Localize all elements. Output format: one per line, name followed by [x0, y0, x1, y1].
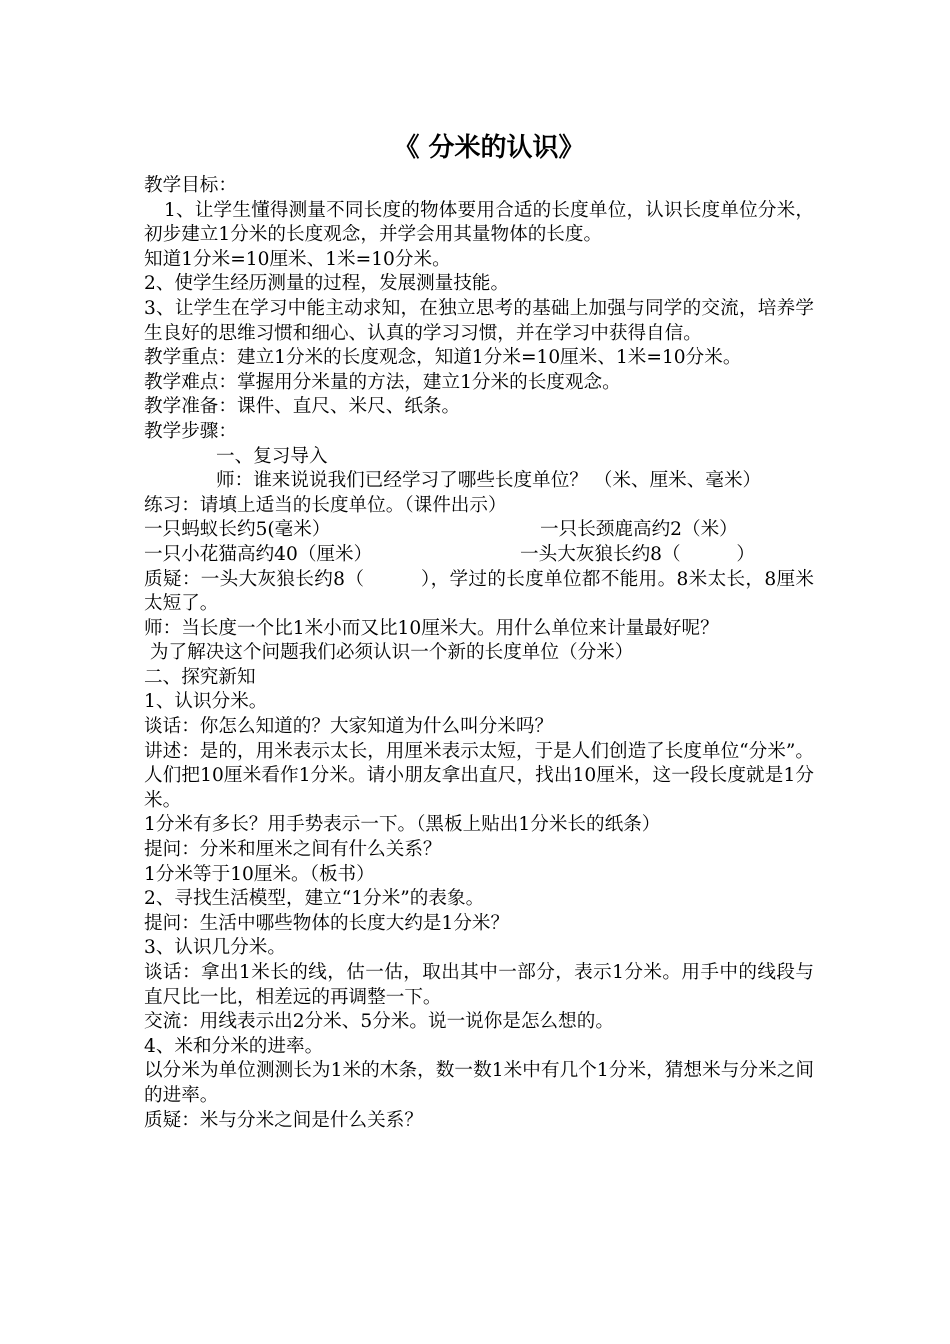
teacher-question-units: 师：谁来说说我们已经学习了哪些长度单位？ （米、厘米、毫米）	[216, 470, 762, 492]
teacher-new-unit: 为了解决这个问题我们必须认识一个新的长度单位（分米）	[144, 642, 634, 664]
objectives-label: 教学目标：	[144, 175, 237, 196]
question-wolf: 质疑：一头大灰狼长约8（ ），学过的长度单位都不能用。8米太长，8厘米太短了。	[144, 568, 814, 615]
objective-3: 3、让学生在学习中能主动求知，在独立思考的基础上加强与同学的交流，培养学生良好的思维习惯和细心、认真的学习习惯，并在学习中获得自信。	[144, 297, 814, 344]
ask-objects: 提问：生活中哪些物体的长度大约是1分米？	[144, 912, 510, 934]
teacher-question-unit: 师：当长度一个比1米小而又比10厘米大。用什么单位来计量最好呢？	[144, 617, 719, 639]
section-explore: 二、探究新知	[144, 666, 256, 688]
practice-instruction: 练习：请填上适当的长度单位。（课件出示）	[144, 494, 507, 516]
objective-1-conversion: 知道1分米=10厘米、1米=10分米。	[144, 248, 451, 270]
practice-giraffe: 一只长颈鹿高约2（米）	[540, 519, 738, 541]
steps-label: 教学步骤：	[144, 420, 237, 442]
preparation: 教学准备：课件、直尺、米尺、纸条。	[144, 396, 461, 418]
explanation: 讲述：是的，用米表示太长，用厘米表示太短，于是人们创造了长度单位“分米”。人们把10厘米看作1分米。请小朋友拿出直尺，找出10厘米，这一段长度就是1分米。	[144, 740, 814, 811]
measure-stick: 以分米为单位测测长为1米的木条，数一数1米中有几个1分米，猜想米与分米之间的进率。	[144, 1060, 814, 1106]
talk-string: 谈话：拿出1米长的线，估一估，取出其中一部分，表示1分米。用手中的线段与直尺比一比，相差远的再调整一下。	[144, 962, 814, 1008]
subsection-life-model: 2、寻找生活模型，建立“1分米”的表象。	[144, 888, 485, 910]
key-point: 教学重点：建立1分米的长度观念，知道1分米=10厘米、1米=10分米。	[144, 347, 742, 369]
document-page	[144, 128, 814, 1133]
practice-row-1	[144, 518, 814, 543]
document-title: 《 分米的认识》	[393, 133, 585, 163]
exchange: 交流：用线表示出2分米、5分米。说一说你是怎么想的。	[144, 1011, 614, 1033]
objective-1: 1、让学生懂得测量不同长度的物体要用合适的长度单位，认识长度单位分米，初步建立1分米的长度观念，并学会用其量物体的长度。	[144, 199, 814, 246]
practice-cat: 一只小花猫高约40（厘米）	[144, 543, 373, 565]
practice-wolf: 一头大灰狼长约8（ ）	[520, 543, 755, 565]
subsection-know-decimeter: 1、认识分米。	[144, 691, 268, 713]
how-long-gesture: 1分米有多长？用手势表示一下。（黑板上贴出1分米长的纸条）	[144, 814, 661, 836]
subsection-several-decimeters: 3、认识几分米。	[144, 937, 286, 959]
talk-why-decimeter: 谈话：你怎么知道的？大家知道为什么叫分米吗？	[144, 716, 554, 738]
subsection-conversion-rate: 4、米和分米的进率。	[144, 1035, 324, 1057]
question-final: 质疑：米与分米之间是什么关系？	[144, 1109, 423, 1131]
equality-statement: 1分米等于10厘米。（板书）	[144, 863, 375, 885]
section-review: 一、复习导入	[216, 445, 328, 467]
practice-row-2	[144, 543, 814, 568]
ask-relationship: 提问：分米和厘米之间有什么关系？	[144, 839, 442, 861]
objective-2: 2、使学生经历测量的过程，发展测量技能。	[144, 273, 510, 295]
practice-ant: 一只蚂蚁长约5(毫米）	[144, 519, 331, 541]
difficulty: 教学难点：掌握用分米量的方法，建立1分米的长度观念。	[144, 371, 621, 393]
